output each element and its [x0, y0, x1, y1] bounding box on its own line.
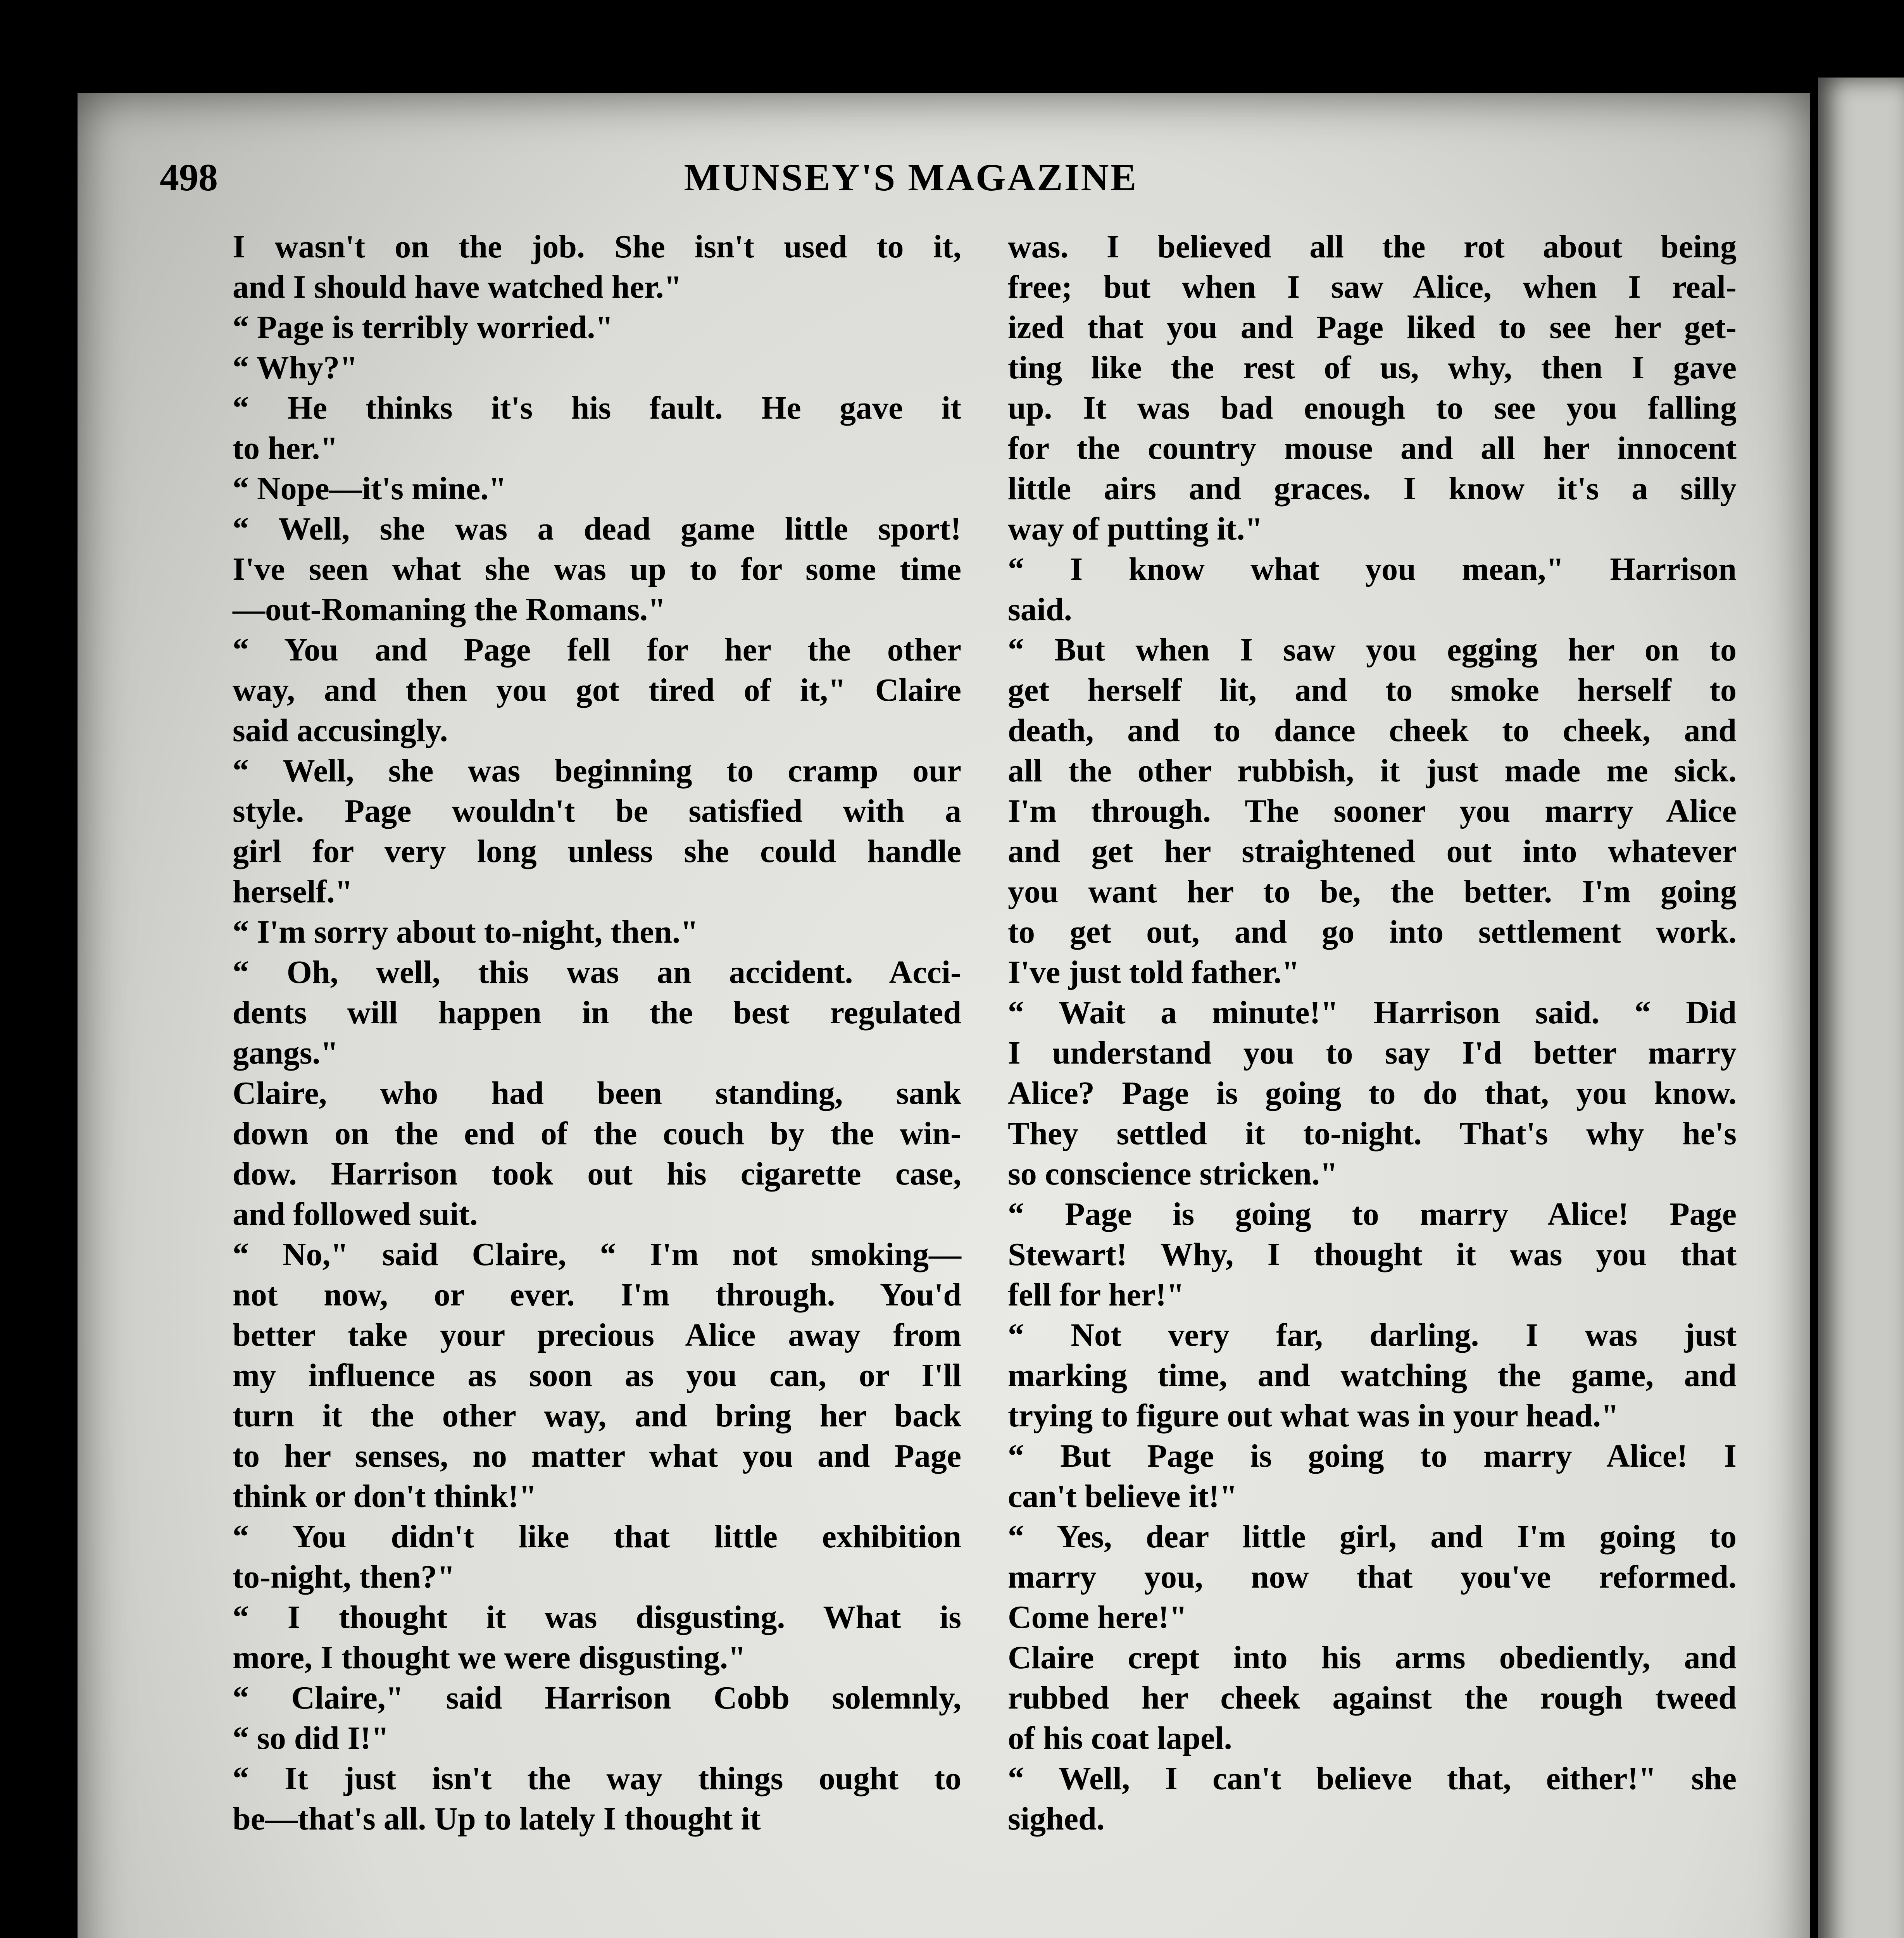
left-column-line: “ Why?": [233, 350, 358, 386]
right-column-line: Come here!": [1008, 1599, 1187, 1635]
left-column-line: style. Page wouldn't be satisfied with a: [233, 793, 961, 829]
left-column-line: “ Well, she was beginning to cramp our: [233, 753, 961, 789]
right-column: [1008, 227, 1737, 1839]
left-column-line: “ I'm sorry about to-night, then.": [233, 914, 698, 950]
right-column-line: I've just told father.": [1008, 954, 1300, 990]
right-column-line: Alice? Page is going to do that, you know.: [1008, 1075, 1737, 1111]
right-column-line: ized that you and Page liked to see her get-: [1008, 309, 1737, 345]
right-column-line: fell for her!": [1008, 1277, 1185, 1313]
right-column-line: can't believe it!": [1008, 1478, 1238, 1514]
right-column-line: “ I know what you mean," Harrison: [1008, 551, 1737, 587]
left-column-line: Claire, who had been standing, sank: [233, 1075, 961, 1111]
right-column-line: Stewart! Why, I thought it was you that: [1008, 1236, 1737, 1272]
right-column-line: ting like the rest of us, why, then I gave: [1008, 350, 1737, 386]
right-column-line: said.: [1008, 591, 1072, 628]
right-column-line: to get out, and go into settlement work.: [1008, 914, 1737, 950]
right-column-line: all the other rubbish, it just made me sick.: [1008, 753, 1737, 789]
running-head: MUNSEY'S MAGAZINE: [684, 156, 1138, 199]
right-column-line: get herself lit, and to smoke herself to: [1008, 672, 1737, 708]
left-column-line: I've seen what she was up to for some time: [233, 551, 961, 587]
left-column-line: to her senses, no matter what you and Page: [233, 1438, 961, 1474]
right-column-line: up. It was bad enough to see you falling: [1008, 390, 1737, 426]
right-column-line: I understand you to say I'd better marry: [1008, 1035, 1737, 1071]
left-column: [233, 227, 961, 1839]
left-column-line: not now, or ever. I'm through. You'd: [233, 1277, 961, 1313]
left-column-line: to her.": [233, 430, 338, 466]
left-column-line: herself.": [233, 874, 353, 910]
left-column-line: my influence as soon as you can, or I'll: [233, 1357, 961, 1393]
left-column-line: “ You didn't like that little exhibition: [233, 1519, 961, 1555]
right-column-line: “ But when I saw you egging her on to: [1008, 632, 1737, 668]
left-column-line: I wasn't on the job. She isn't used to it,: [233, 229, 961, 265]
left-column-line: “ He thinks it's his fault. He gave it: [233, 390, 961, 426]
right-column-line: rubbed her cheek against the rough tweed: [1008, 1680, 1737, 1716]
left-column-line: be—that's all. Up to lately I thought it: [233, 1801, 761, 1837]
left-column-line: think or don't think!": [233, 1478, 537, 1514]
right-column-line: way of putting it.": [1008, 511, 1263, 547]
right-column-line: Claire crept into his arms obediently, and: [1008, 1640, 1737, 1676]
right-column-line: sighed.: [1008, 1801, 1105, 1837]
left-column-line: more, I thought we were disgusting.": [233, 1640, 746, 1676]
right-column-line: you want her to be, the better. I'm going: [1008, 874, 1737, 910]
facing-page-edge: [1818, 78, 1904, 1938]
right-column-line: of his coat lapel.: [1008, 1720, 1232, 1756]
left-column-line: gangs.": [233, 1035, 339, 1071]
right-column-line: I'm through. The sooner you marry Alice: [1008, 793, 1737, 829]
right-column-line: marking time, and watching the game, and: [1008, 1357, 1737, 1393]
right-column-line: They settled it to-night. That's why he's: [1008, 1116, 1737, 1152]
right-column-line: trying to figure out what was in your head.": [1008, 1398, 1619, 1434]
left-column-line: and followed suit.: [233, 1196, 478, 1232]
right-column-line: “ Wait a minute!" Harrison said. “ Did: [1008, 995, 1737, 1031]
right-column-line: “ Well, I can't believe that, either!" she: [1008, 1760, 1737, 1797]
left-column-line: said accusingly.: [233, 712, 448, 748]
left-column-line: to-night, then?": [233, 1559, 455, 1595]
left-column-line: way, and then you got tired of it," Claire: [233, 672, 961, 708]
left-column-line: “ Claire," said Harrison Cobb solemnly,: [233, 1680, 961, 1716]
left-column-line: and I should have watched her.": [233, 269, 682, 305]
right-column-line: “ Page is going to marry Alice! Page: [1008, 1196, 1737, 1232]
right-column-line: “ But Page is going to marry Alice! I: [1008, 1438, 1737, 1474]
right-column-line: marry you, now that you've reformed.: [1008, 1559, 1737, 1595]
left-column-line: —out-Romaning the Romans.": [233, 591, 666, 628]
left-column-line: “ Well, she was a dead game little sport!: [233, 511, 961, 547]
right-column-line: “ Not very far, darling. I was just: [1008, 1317, 1737, 1353]
left-column-line: “ Nope—it's mine.": [233, 471, 507, 507]
right-column-line: was. I believed all the rot about being: [1008, 229, 1737, 265]
left-column-line: turn it the other way, and bring her back: [233, 1398, 961, 1434]
left-column-line: better take your precious Alice away from: [233, 1317, 961, 1353]
left-column-line: “ No," said Claire, “ I'm not smoking—: [233, 1236, 961, 1272]
left-column-line: “ It just isn't the way things ought to: [233, 1760, 961, 1797]
right-column-line: free; but when I saw Alice, when I real-: [1008, 269, 1737, 305]
right-column-line: death, and to dance cheek to cheek, and: [1008, 712, 1737, 748]
left-column-line: dow. Harrison took out his cigarette case,: [233, 1156, 961, 1192]
left-column-line: “ so did I!": [233, 1720, 389, 1756]
left-column-line: dents will happen in the best regulated: [233, 995, 961, 1031]
left-column-line: “ I thought it was disgusting. What is: [233, 1599, 961, 1635]
right-column-line: and get her straightened out into whatever: [1008, 833, 1737, 869]
right-column-line: for the country mouse and all her innocent: [1008, 430, 1737, 466]
left-column-line: “ Oh, well, this was an accident. Acci-: [233, 954, 961, 990]
left-column-line: girl for very long unless she could handle: [233, 833, 961, 869]
left-column-line: “ You and Page fell for her the other: [233, 632, 961, 668]
left-column-line: “ Page is terribly worried.": [233, 309, 614, 345]
right-column-line: “ Yes, dear little girl, and I'm going to: [1008, 1519, 1737, 1555]
page-number: 498: [160, 156, 218, 199]
right-column-line: little airs and graces. I know it's a silly: [1008, 471, 1737, 507]
right-column-line: so conscience stricken.": [1008, 1156, 1338, 1192]
left-column-line: down on the end of the couch by the win-: [233, 1116, 961, 1152]
